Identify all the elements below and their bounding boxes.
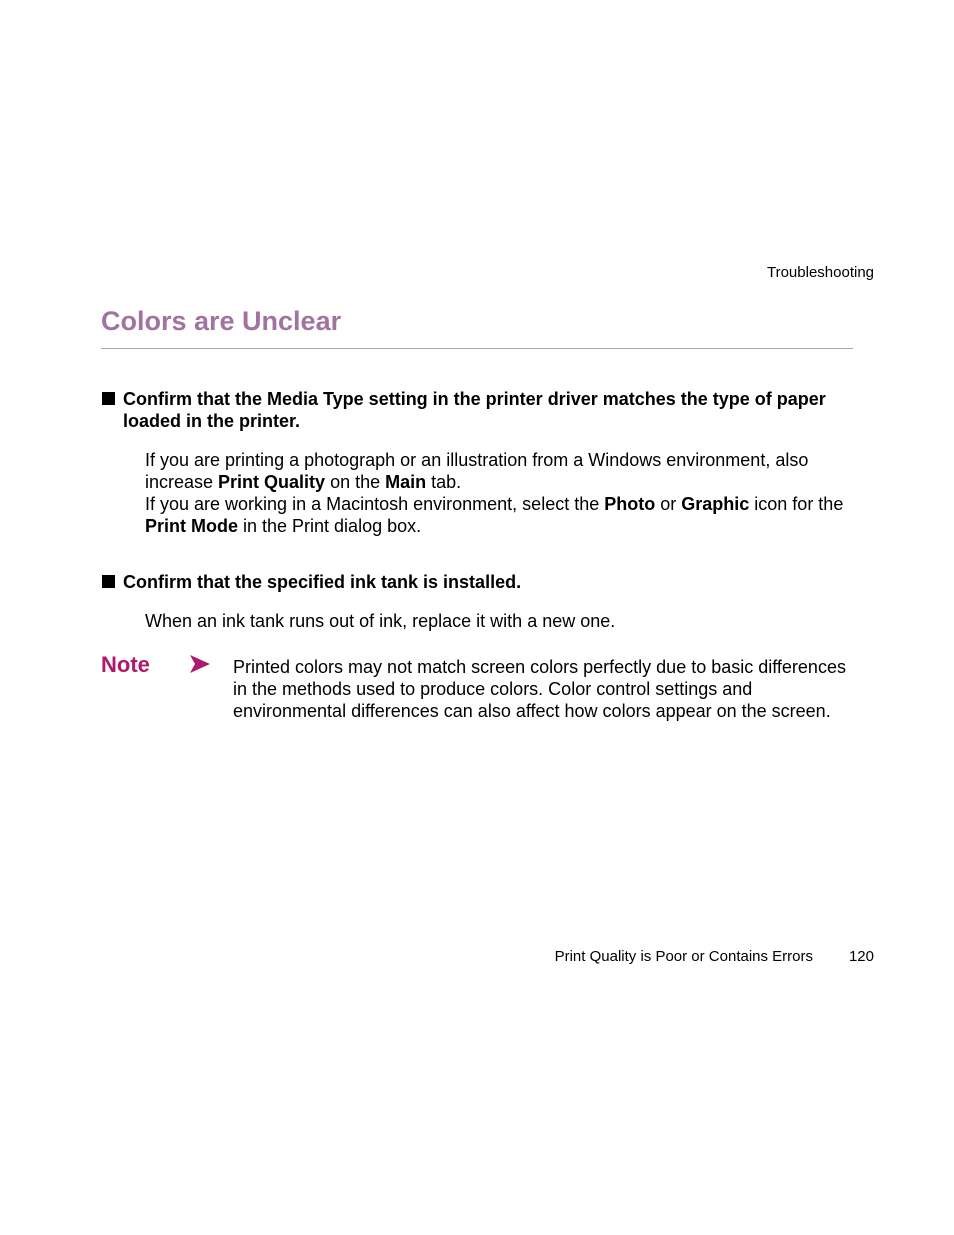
body-text: icon for the [749,494,844,514]
running-header: Troubleshooting [766,264,874,281]
step-body-windows [145,449,865,493]
step-heading-media-type: Confirm that the Media Type setting in the printer driver matches the type of paper loaded in the printer. [123,389,826,431]
ui-term-graphic: Graphic [681,494,750,514]
arrow-right-icon [189,654,211,674]
ui-term-main-tab: Main [385,472,427,492]
body-text: on the [325,472,386,492]
body-text: If you are printing a photograph or an illustration from a Windows environment, also increase [145,450,809,492]
square-bullet-icon [102,575,115,588]
ui-term-print-mode: Print Mode [145,516,238,536]
square-bullet-icon [102,392,115,405]
body-text: in the Print dialog box. [238,516,422,536]
body-text: or [655,494,682,514]
page-title: Colors are Unclear [101,306,342,336]
body-text: If you are working in a Macintosh environment, select the [145,494,605,514]
page-number: 120 [848,948,874,965]
note-text: Printed colors may not match screen colors perfectly due to basic differences in the methods used to produce colors. Color control settings and environmental differences can also affect how colors appear on the screen. [233,657,846,721]
ui-term-print-quality: Print Quality [218,472,326,492]
running-footer-section: Print Quality is Poor or Contains Errors [554,948,813,965]
note-label: Note [101,652,150,677]
step-heading-ink-tank: Confirm that the specified ink tank is installed. [123,572,522,592]
step-body-ink-tank: When an ink tank runs out of ink, replace it with a new one. [145,611,616,631]
step-body-macintosh [145,493,865,537]
ui-term-photo: Photo [604,494,656,514]
body-text: tab. [426,472,462,492]
title-divider [101,348,853,349]
